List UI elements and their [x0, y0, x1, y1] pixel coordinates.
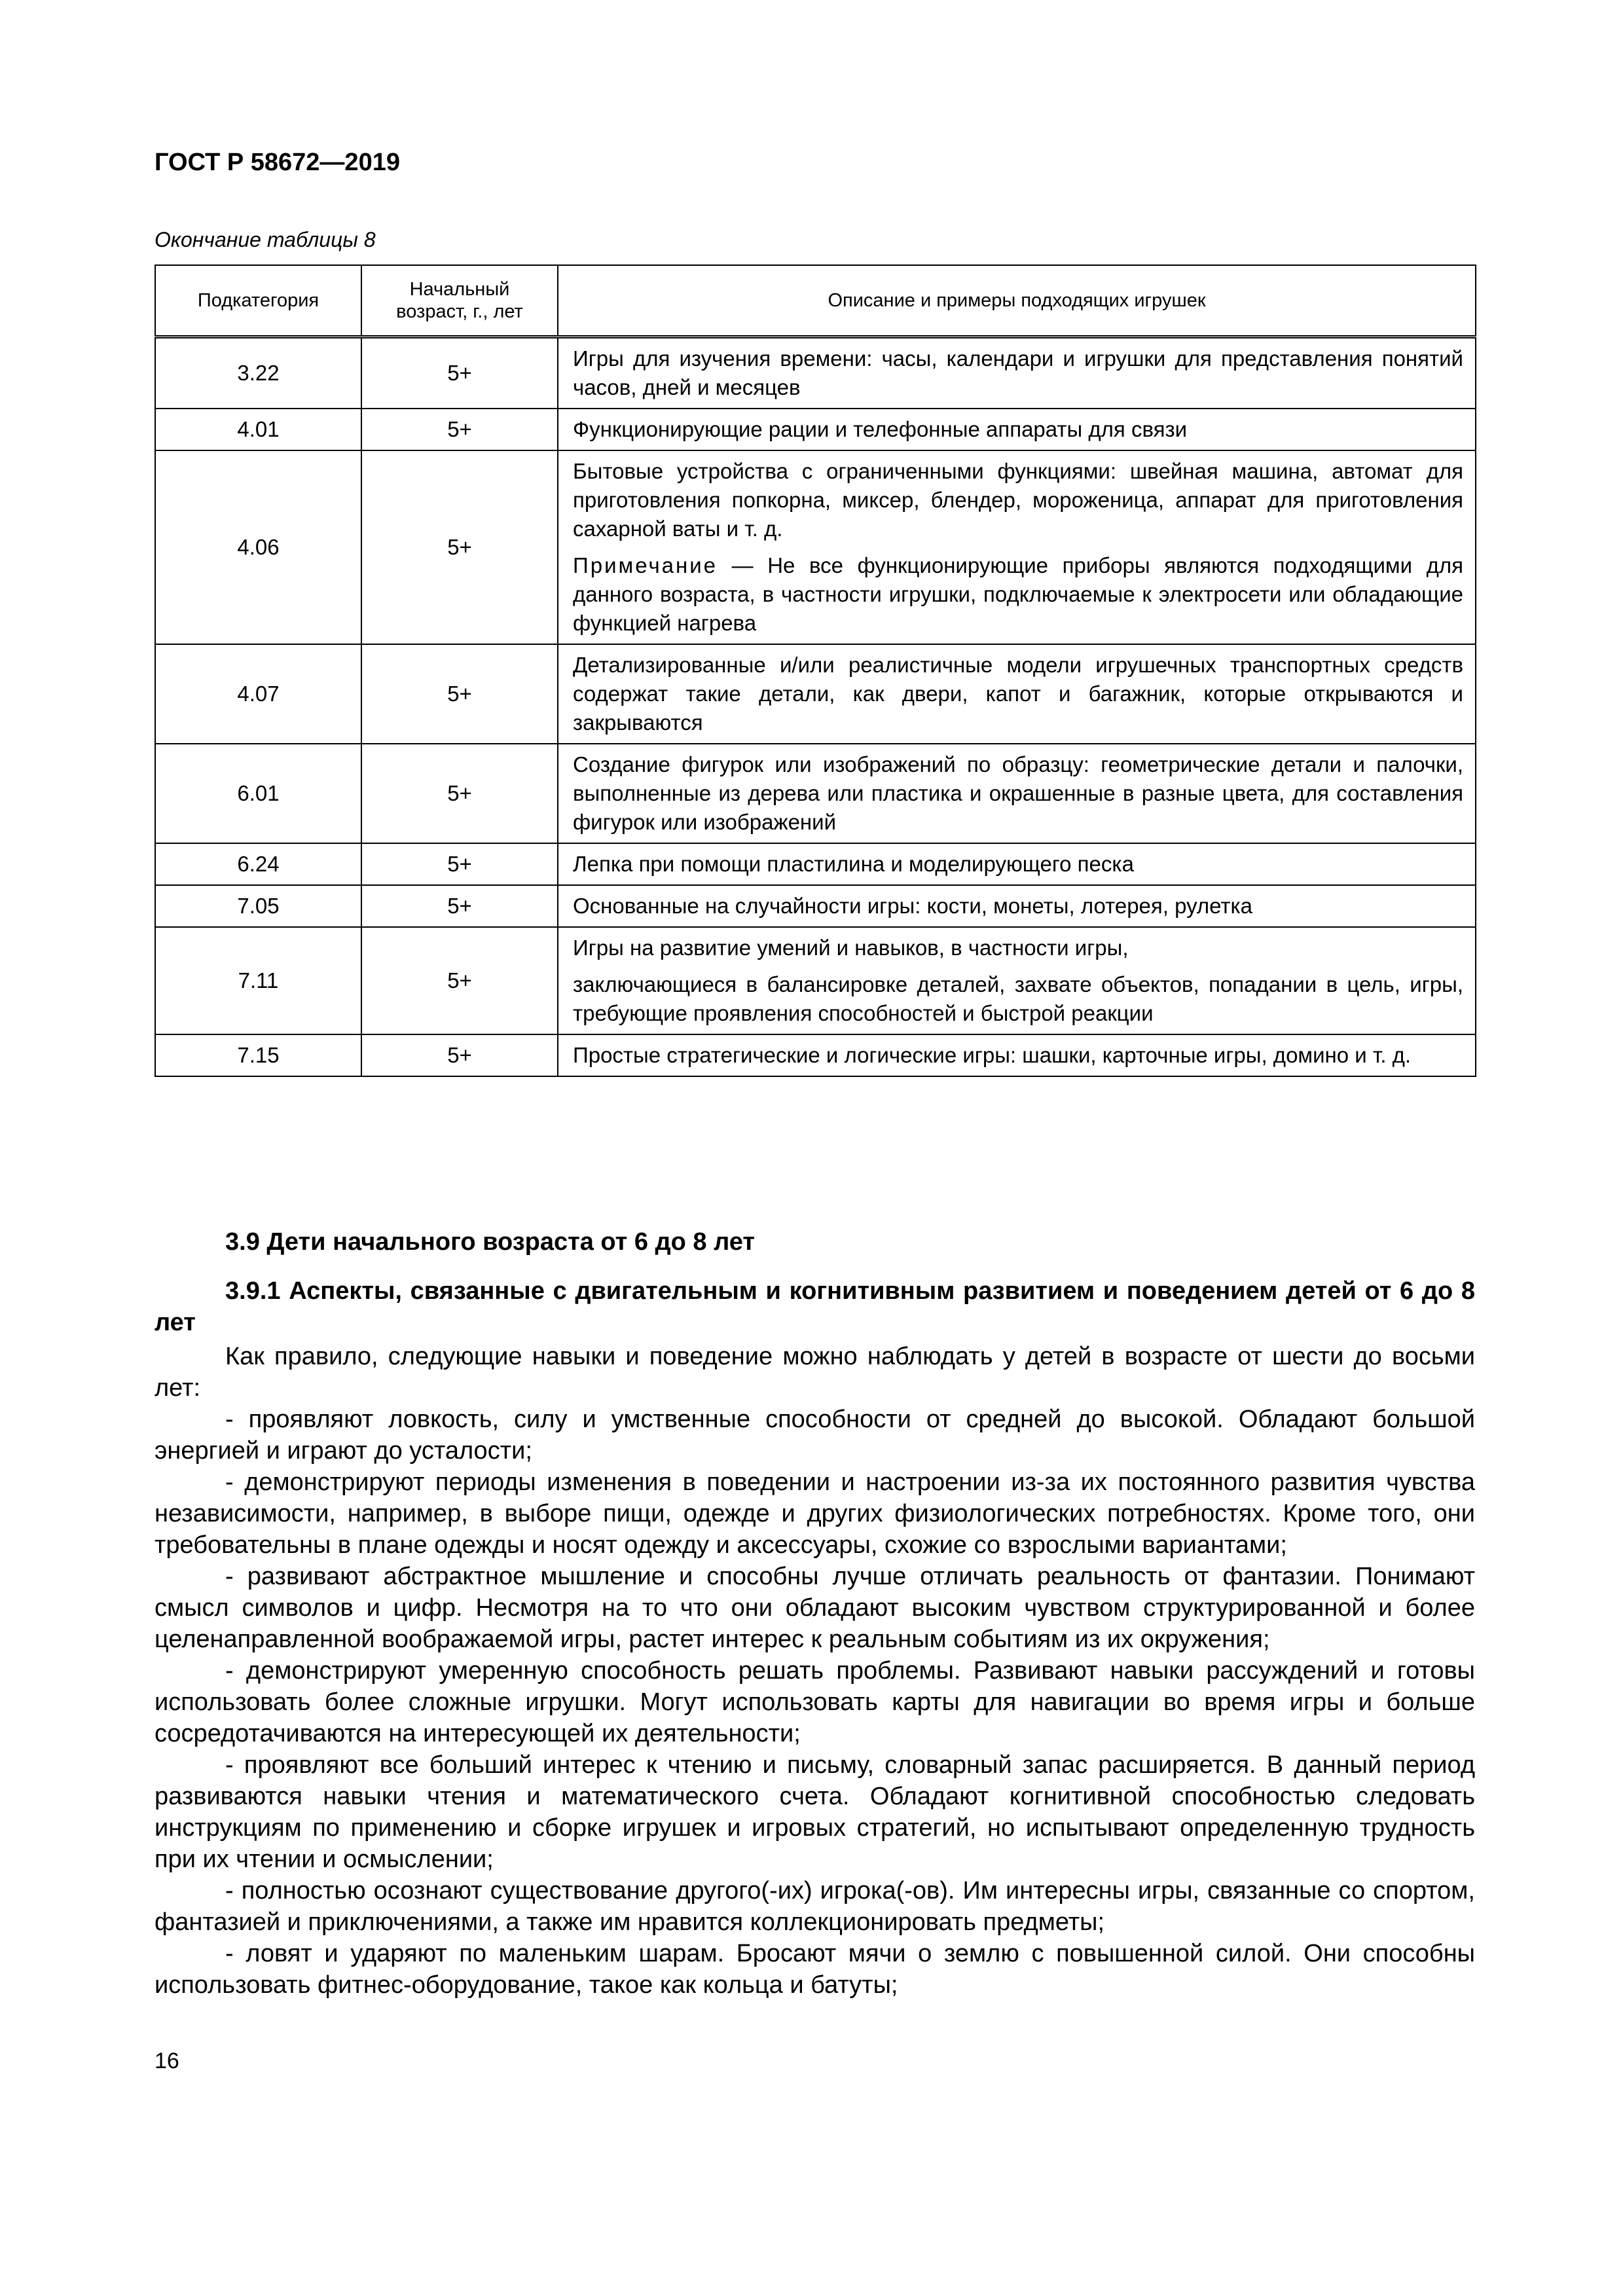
section-title: 3.9 Дети начального возраста от 6 до 8 лет — [225, 1228, 756, 1256]
list-item: - проявляют ловкость, силу и умственные способности от средней до высокой. Обладают большой энергией и играют до усталости; — [155, 1406, 1475, 1465]
age-cell: 5+ — [361, 337, 558, 409]
age-cell: 5+ — [361, 409, 558, 450]
document-code: ГОСТ Р 58672—2019 — [155, 149, 400, 176]
subcategory-cell: 6.01 — [155, 744, 361, 843]
age-cell: 5+ — [361, 450, 558, 644]
description-text: Функционирующие рации и телефонные аппараты для связи — [573, 417, 1188, 441]
age-cell: 5+ — [361, 927, 558, 1034]
table-row — [155, 450, 1476, 644]
description-cell — [558, 927, 1476, 1034]
page-number: 16 — [155, 2049, 179, 2073]
list-item: - демонстрируют умеренную способность решать проблемы. Развивают навыки рассуждений и готовы использовать более сложные игрушки. Могут использовать карты для навигации во время игры и больше сосредотачиваются на интересующей их деятельности; — [155, 1657, 1475, 1747]
table-row — [155, 337, 1476, 409]
table-row — [155, 843, 1476, 885]
description-cell — [558, 337, 1476, 409]
list-item: - ловят и ударяют по маленьким шарам. Бросают мячи о землю с повышенной силой. Они способны использовать фитнес-оборудование, такое как кольца и батуты; — [155, 1940, 1475, 1999]
subcategory-cell: 6.24 — [155, 843, 361, 885]
subcategory-cell: 4.06 — [155, 450, 361, 644]
table-row — [155, 927, 1476, 1034]
body-text — [155, 1341, 1475, 2001]
table-header-row — [155, 265, 1476, 337]
subcategory-cell: 7.11 — [155, 927, 361, 1034]
description-text: Лепка при помощи пластилина и моделирующего песка — [573, 852, 1134, 876]
toy-table — [155, 264, 1476, 1077]
table-row — [155, 409, 1476, 450]
subcategory-cell: 7.05 — [155, 885, 361, 927]
age-cell: 5+ — [361, 1034, 558, 1076]
description-text: Простые стратегические и логические игры: шашки, карточные игры, домино и т. д. — [573, 1043, 1412, 1067]
description-cell — [558, 843, 1476, 885]
subcategory-cell: 3.22 — [155, 337, 361, 409]
description-cell — [558, 644, 1476, 744]
description-text: Бытовые устройства с ограниченными функциями: швейная машина, автомат для приготовления попкорна, миксер, блендер, мороженица, аппарат для приготовления сахарной ваты и т. д. — [573, 459, 1463, 541]
table-caption: Окончание таблицы 8 — [155, 228, 376, 251]
note-text: — Не все функционирующие приборы являются подходящими для данного возраста, в частности игрушки, подключаемые к электросети или обладающие функцией нагрева — [573, 553, 1463, 635]
description-cell — [558, 885, 1476, 927]
description-text: Игры на развитие умений и навыков, в частности игры, — [573, 936, 1129, 960]
description-cell — [558, 450, 1476, 644]
list-item: - развивают абстрактное мышление и способны лучше отличать реальность от фантазии. Понимают смысл символов и цифр. Несмотря на то что они обладают высоким чувством структурированной и более целенаправленной воображаемой игры, растет интерес к реальным событиям из их окружения; — [155, 1563, 1475, 1653]
subsection-title: 3.9.1 Аспекты, связанные с двигательным и когнитивным развитием и поведением детей от 6 до 8 лет — [155, 1277, 1475, 1336]
description-text: Игры для изучения времени: часы, календари и игрушки для представления понятий часов, дней и месяцев — [573, 346, 1463, 399]
description-text: Детализированные и/или реалистичные модели игрушечных транспортных средств содержат такие детали, как двери, капот и багажник, которые открываются и закрываются — [573, 653, 1463, 735]
description-cell — [558, 1034, 1476, 1076]
subcategory-cell: 7.15 — [155, 1034, 361, 1076]
age-cell: 5+ — [361, 744, 558, 843]
age-cell: 5+ — [361, 843, 558, 885]
age-cell: 5+ — [361, 885, 558, 927]
description-text-continued: заключающиеся в балансировке деталей, захвате объектов, попадании в цель, игры, требующие проявления способностей и быстрой реакции — [573, 972, 1463, 1025]
table-row — [155, 885, 1476, 927]
description-cell — [558, 409, 1476, 450]
description-text: Основанные на случайности игры: кости, монеты, лотерея, рулетка — [573, 894, 1253, 918]
note — [573, 551, 1463, 638]
subcategory-cell: 4.01 — [155, 409, 361, 450]
table-row — [155, 644, 1476, 744]
list-item: - проявляют все больший интерес к чтению и письму, словарный запас расширяется. В данный период развиваются навыки чтения и математического счета. Обладают когнитивной способностью следовать инструкциям по применению и сборке игрушек и игровых стратегий, но испытывают определенную трудность при их чтении и осмыслении; — [155, 1751, 1475, 1873]
description-text: Создание фигурок или изображений по образцу: геометрические детали и палочки, выполненные из дерева или пластика и окрашенные в разные цвета, для составления фигурок или изображений — [573, 752, 1463, 834]
paragraph-intro: Как правило, следующие навыки и поведение можно наблюдать у детей в возрасте от шести до восьми лет: — [155, 1343, 1475, 1402]
list-item: - полностью осознают существование другого(-их) игрока(-ов). Им интересны игры, связанные со спортом, фантазией и приключениями, а также им нравится коллекционировать предметы; — [155, 1877, 1475, 1936]
column-header-age: Начальный возраст, г., лет — [361, 265, 558, 337]
table-row — [155, 1034, 1476, 1076]
age-cell: 5+ — [361, 644, 558, 744]
table-row — [155, 744, 1476, 843]
subcategory-cell: 4.07 — [155, 644, 361, 744]
column-header-description: Описание и примеры подходящих игрушек — [558, 265, 1476, 337]
column-header-subcategory: Подкатегория — [155, 265, 361, 337]
list-item: - демонстрируют периоды изменения в поведении и настроении из-за их постоянного развития чувства независимости, например, в выборе пищи, одежде и других физиологических потребностях. Кроме того, они требовательны в плане одежды и носят одежду и аксессуары, схожие со взрослыми вариантами; — [155, 1468, 1475, 1559]
description-cell — [558, 744, 1476, 843]
note-label: Примечание — [573, 553, 718, 577]
